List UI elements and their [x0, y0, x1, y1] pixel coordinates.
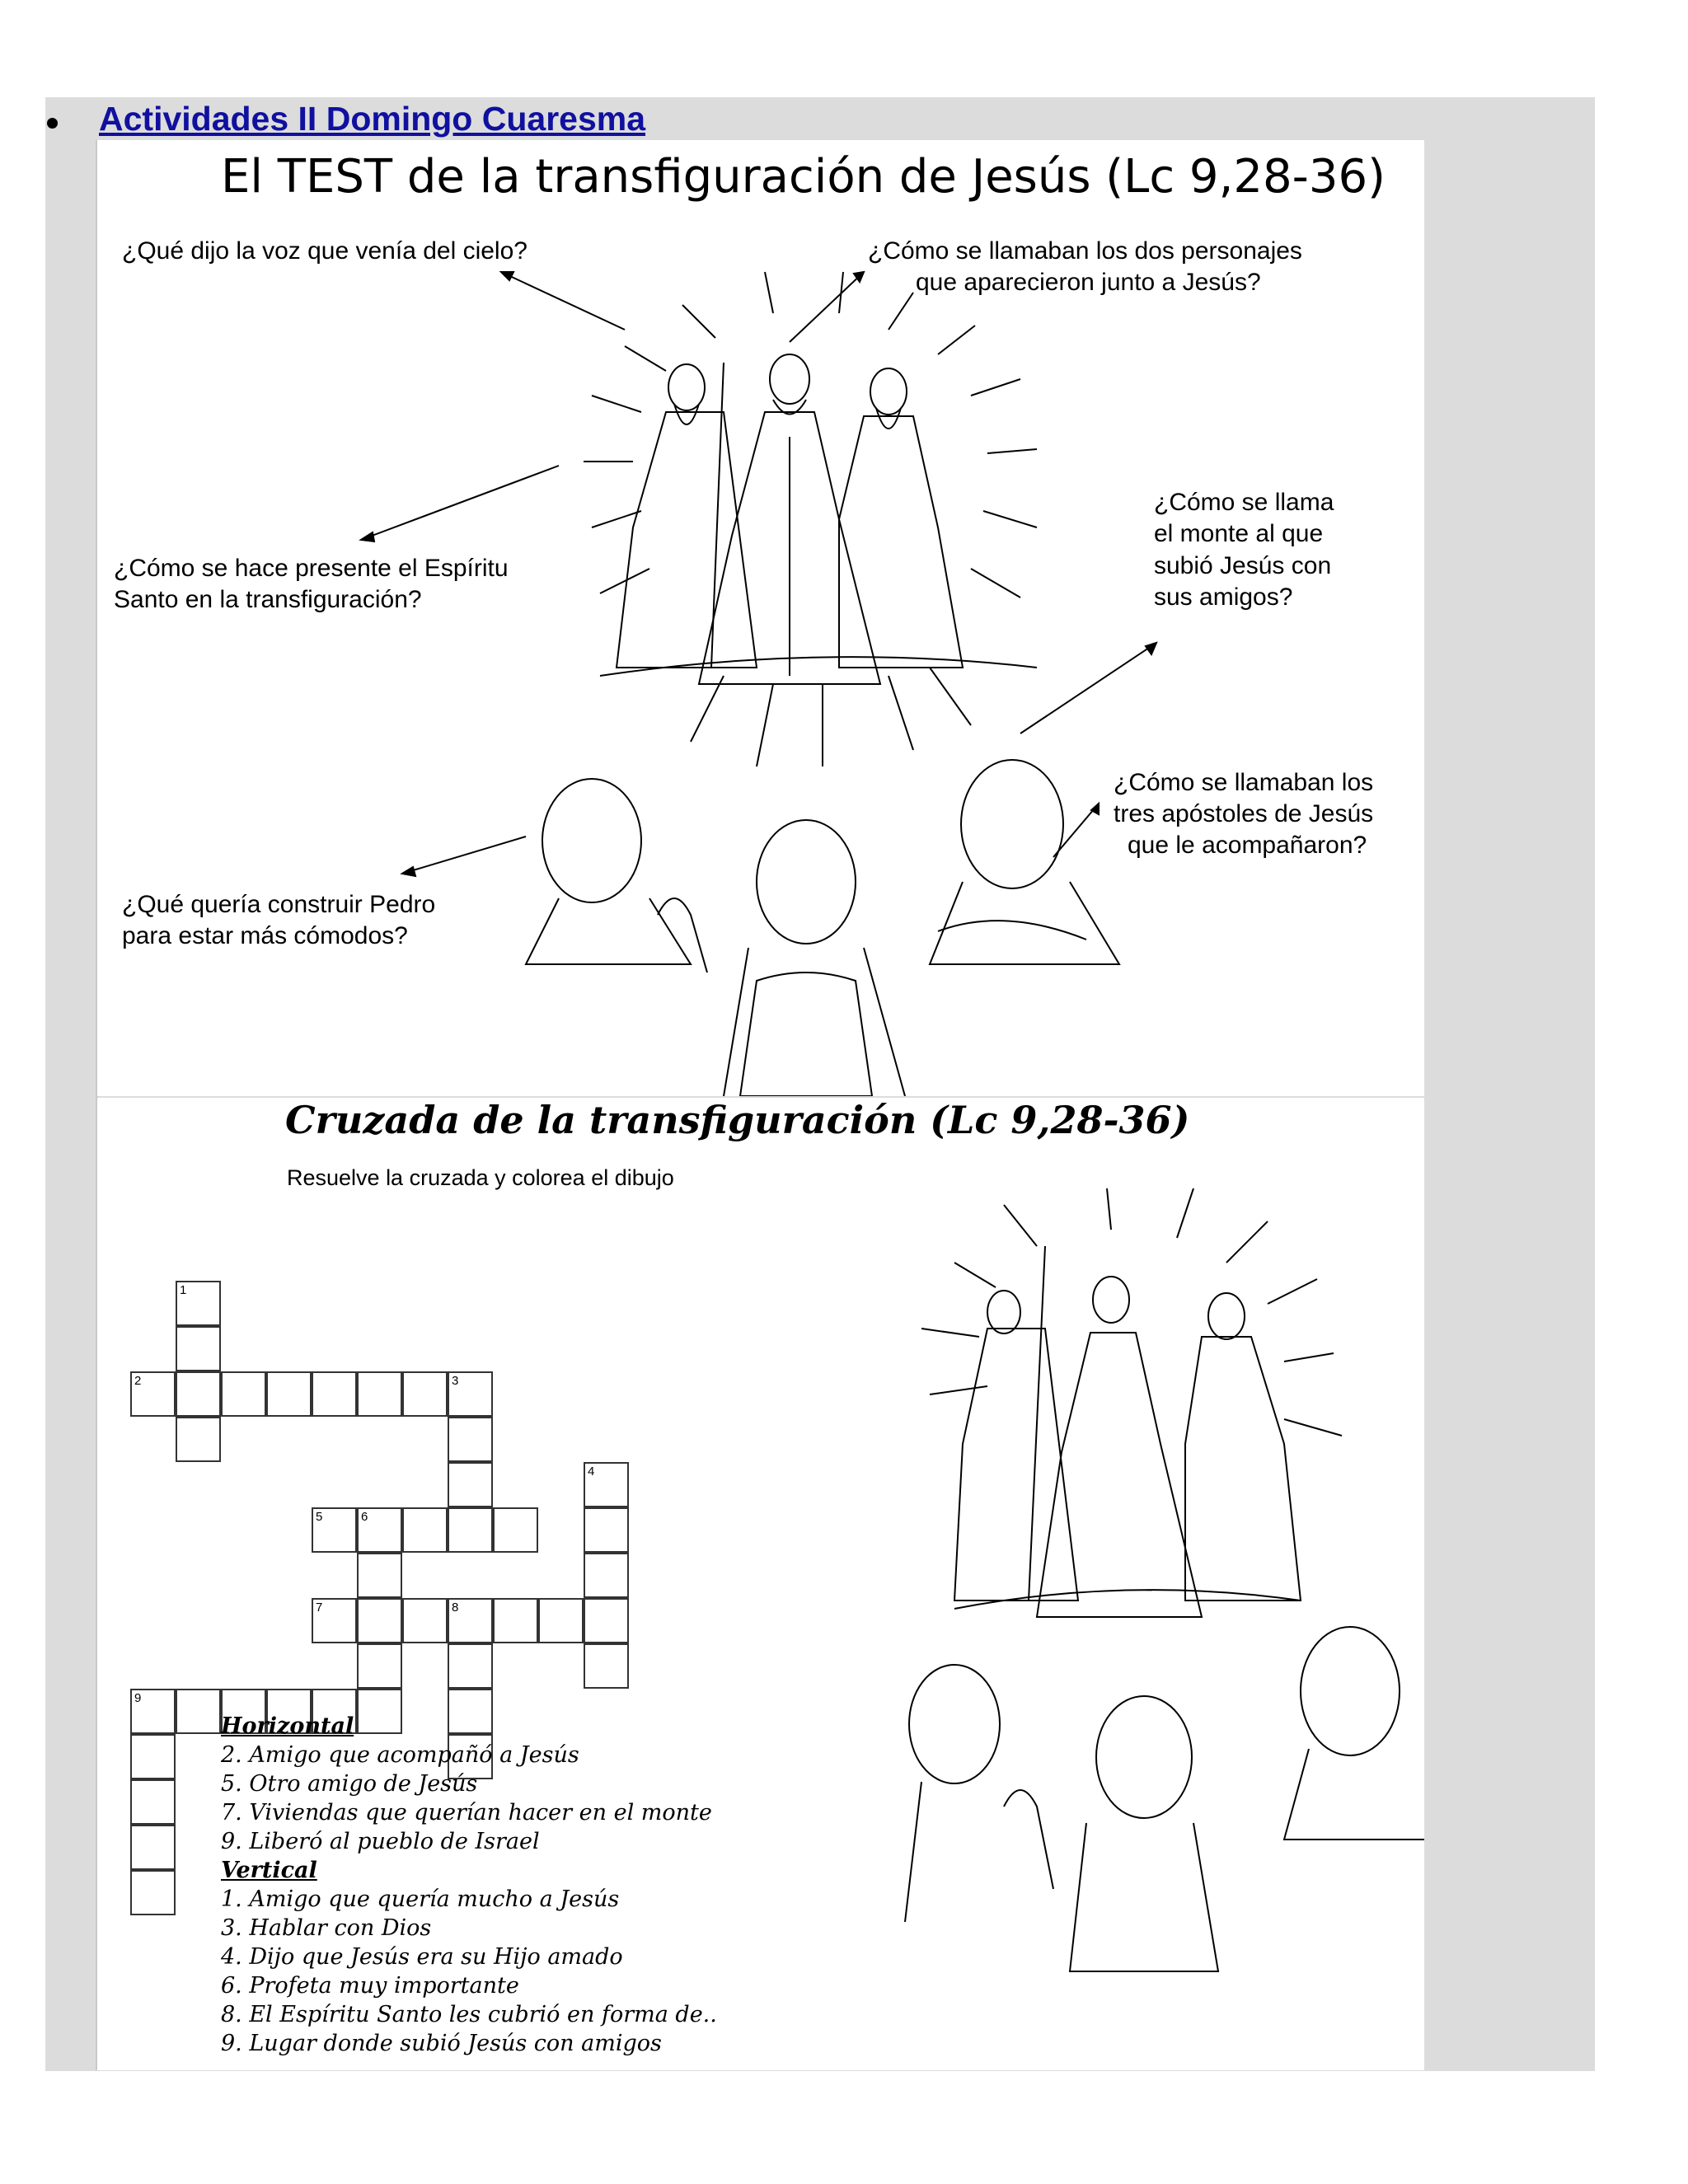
question-mountain-2: el monte al que [1154, 520, 1324, 547]
crossword-cell[interactable] [402, 1371, 448, 1417]
crossword-cell[interactable] [584, 1643, 629, 1689]
clue-number: 1 [180, 1283, 187, 1297]
clue-number: 8 [452, 1601, 459, 1615]
vertical-clue: 1. Amigo que quería mucho a Jesús [221, 1886, 620, 1912]
vertical-clue: 9. Lugar donde subió Jesús con amigos [221, 2031, 662, 2056]
crossword-cell[interactable] [538, 1598, 584, 1643]
vertical-heading: Vertical [221, 1858, 317, 1883]
crossword-cell[interactable] [130, 1825, 176, 1870]
crossword-cell[interactable] [130, 1689, 176, 1734]
crossword-cell[interactable] [448, 1643, 493, 1689]
crossword-cell[interactable] [176, 1417, 221, 1462]
question-mountain-3: subió Jesús con [1154, 552, 1332, 579]
question-apostles-3: que le acompañaron? [1128, 832, 1367, 859]
clue-number: 2 [134, 1374, 142, 1388]
clues-block [221, 1712, 717, 2058]
crossword-cell[interactable] [584, 1462, 629, 1507]
question-mountain-4: sus amigos? [1154, 583, 1293, 611]
horizontal-heading: Horizontal [221, 1713, 354, 1739]
vertical-clue: 8. El Espíritu Santo les cubrió en forma de.. [221, 2002, 717, 2027]
horizontal-clue: 2. Amigo que acompañó a Jesús [221, 1742, 579, 1768]
crossword-cell[interactable] [221, 1371, 266, 1417]
crossword-cell[interactable] [584, 1598, 629, 1643]
crossword-cell[interactable] [357, 1643, 402, 1689]
crossword-cell[interactable] [312, 1507, 357, 1553]
list-bullet [47, 118, 58, 129]
vertical-clue: 6. Profeta muy importante [221, 1973, 519, 1999]
question-two-characters-2: que aparecieron junto a Jesús? [916, 269, 1261, 296]
crossword-cell[interactable] [357, 1507, 402, 1553]
question-two-characters-1: ¿Cómo se llamaban los dos personajes [868, 237, 1302, 265]
clue-number: 7 [316, 1601, 323, 1615]
crossword-cell[interactable] [130, 1779, 176, 1825]
crossword-cell[interactable] [130, 1371, 176, 1417]
clue-number: 4 [588, 1465, 595, 1479]
crossword-cell[interactable] [402, 1507, 448, 1553]
crossword-cell[interactable] [312, 1371, 357, 1417]
vertical-clue: 3. Hablar con Dios [221, 1915, 432, 1941]
question-mountain-1: ¿Cómo se llama [1154, 489, 1334, 516]
crossword-cell[interactable] [493, 1598, 538, 1643]
crossword-cell[interactable] [584, 1507, 629, 1553]
crossword-cell[interactable] [130, 1734, 176, 1779]
crossword-cell[interactable] [176, 1689, 221, 1734]
crossword-title: Cruzada de la transfiguración (Lc 9,28-36) [285, 1098, 1190, 1142]
crossword-cell[interactable] [266, 1371, 312, 1417]
question-pedro-1: ¿Qué quería construir Pedro [122, 891, 436, 918]
crossword-cell[interactable] [130, 1870, 176, 1915]
horizontal-clue: 5. Otro amigo de Jesús [221, 1771, 478, 1797]
question-voice: ¿Qué dijo la voz que venía del cielo? [122, 237, 528, 265]
crossword-cell[interactable] [312, 1598, 357, 1643]
clue-number: 9 [134, 1691, 142, 1705]
crossword-cell[interactable] [448, 1417, 493, 1462]
crossword-instruction: Resuelve la cruzada y colorea el dibujo [287, 1165, 674, 1190]
question-spirit-1: ¿Cómo se hace presente el Espíritu [114, 555, 509, 582]
crossword-worksheet [97, 1098, 1424, 2070]
crossword-cell[interactable] [584, 1553, 629, 1598]
clue-number: 3 [452, 1374, 459, 1388]
crossword-cell[interactable] [448, 1598, 493, 1643]
question-spirit-2: Santo en la transfiguración? [114, 586, 422, 613]
crossword-cell[interactable] [357, 1371, 402, 1417]
crossword-cell[interactable] [493, 1507, 538, 1553]
vertical-clue: 4. Dijo que Jesús era su Hijo amado [221, 1944, 623, 1970]
horizontal-clue: 9. Liberó al pueblo de Israel [221, 1829, 540, 1854]
question-apostles-2: tres apóstoles de Jesús [1114, 800, 1374, 827]
clue-number: 6 [361, 1510, 368, 1524]
horizontal-clue: 7. Viviendas que querían hacer en el monte [221, 1800, 712, 1825]
crossword-cell[interactable] [402, 1598, 448, 1643]
crossword-cell[interactable] [176, 1371, 221, 1417]
activities-link[interactable]: Actividades II Domingo Cuaresma [99, 100, 646, 138]
question-apostles-1: ¿Cómo se llamaban los [1114, 769, 1374, 796]
clue-number: 5 [316, 1510, 323, 1524]
question-pedro-2: para estar más cómodos? [122, 922, 408, 949]
crossword-cell[interactable] [448, 1507, 493, 1553]
crossword-cell[interactable] [448, 1462, 493, 1507]
crossword-cell[interactable] [357, 1598, 402, 1643]
crossword-cell[interactable] [176, 1281, 221, 1326]
crossword-cell[interactable] [357, 1553, 402, 1598]
transfiguration-illustration [97, 140, 1424, 1096]
crossword-cell[interactable] [448, 1371, 493, 1417]
test-title: El TEST de la transfiguración de Jesús (Lc 9,28-36) [221, 150, 1386, 204]
test-worksheet [97, 140, 1424, 1096]
crossword-cell[interactable] [176, 1326, 221, 1371]
